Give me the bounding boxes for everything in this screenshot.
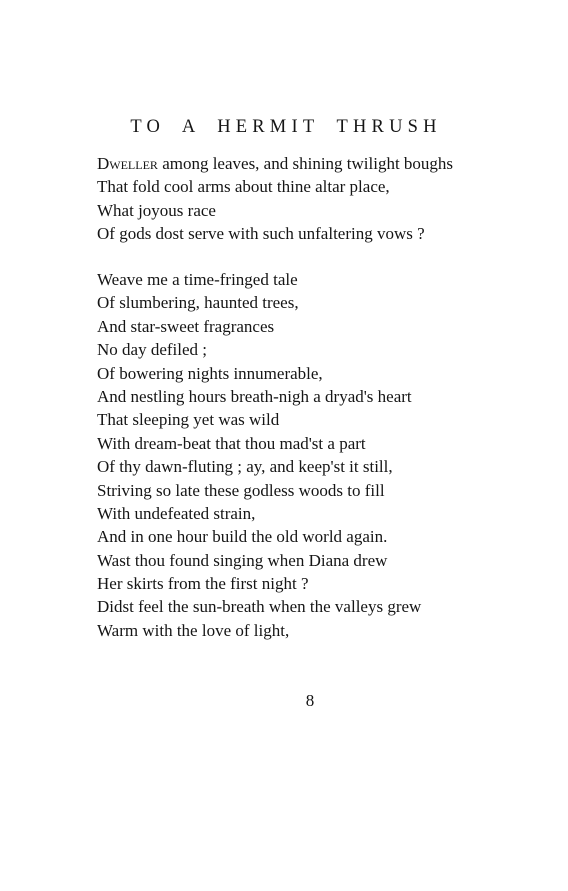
- poem-line: Striving so late these godless woods to fill: [97, 480, 385, 500]
- poem-line: And in one hour build the old world again.: [97, 527, 388, 547]
- page-number: 8: [305, 691, 315, 710]
- poem-title: TO A HERMIT THRUSH: [130, 117, 442, 137]
- poem-line: Wast thou found singing when Diana drew: [97, 550, 388, 570]
- poem-line: Of thy dawn-fluting ; ay, and keep'st it still,: [97, 457, 393, 477]
- poem-line: That fold cool arms about thine altar place,: [97, 177, 390, 197]
- stanza-2: [97, 268, 562, 642]
- poem-line: Of gods dost serve with such unfaltering vows ?: [97, 224, 425, 244]
- stanza-1: [97, 152, 562, 246]
- poem-line: Of bowering nights innumerable,: [97, 363, 323, 383]
- poem-line: And star-sweet fragrances: [97, 316, 275, 336]
- poem-line: With dream-beat that thou mad'st a part: [97, 433, 366, 453]
- poem-line: No day defiled ;: [97, 340, 207, 360]
- poem-line: Her skirts from the first night ?: [97, 574, 309, 594]
- poem-line: What joyous race: [97, 200, 216, 220]
- poem-line: Warm with the love of light,: [97, 620, 290, 640]
- poem-line: And nestling hours breath-nigh a dryad's heart: [97, 386, 412, 406]
- poem-line: Weave me a time-fringed tale: [97, 270, 298, 289]
- poem-line: Dweller among leaves, and shining twilight boughs: [97, 154, 454, 173]
- poem-line: That sleeping yet was wild: [97, 410, 280, 430]
- poem-line: Didst feel the sun-breath when the valleys grew: [97, 597, 422, 617]
- poem-line: Of slumbering, haunted trees,: [97, 293, 299, 313]
- poem-line: With undefeated strain,: [97, 503, 256, 523]
